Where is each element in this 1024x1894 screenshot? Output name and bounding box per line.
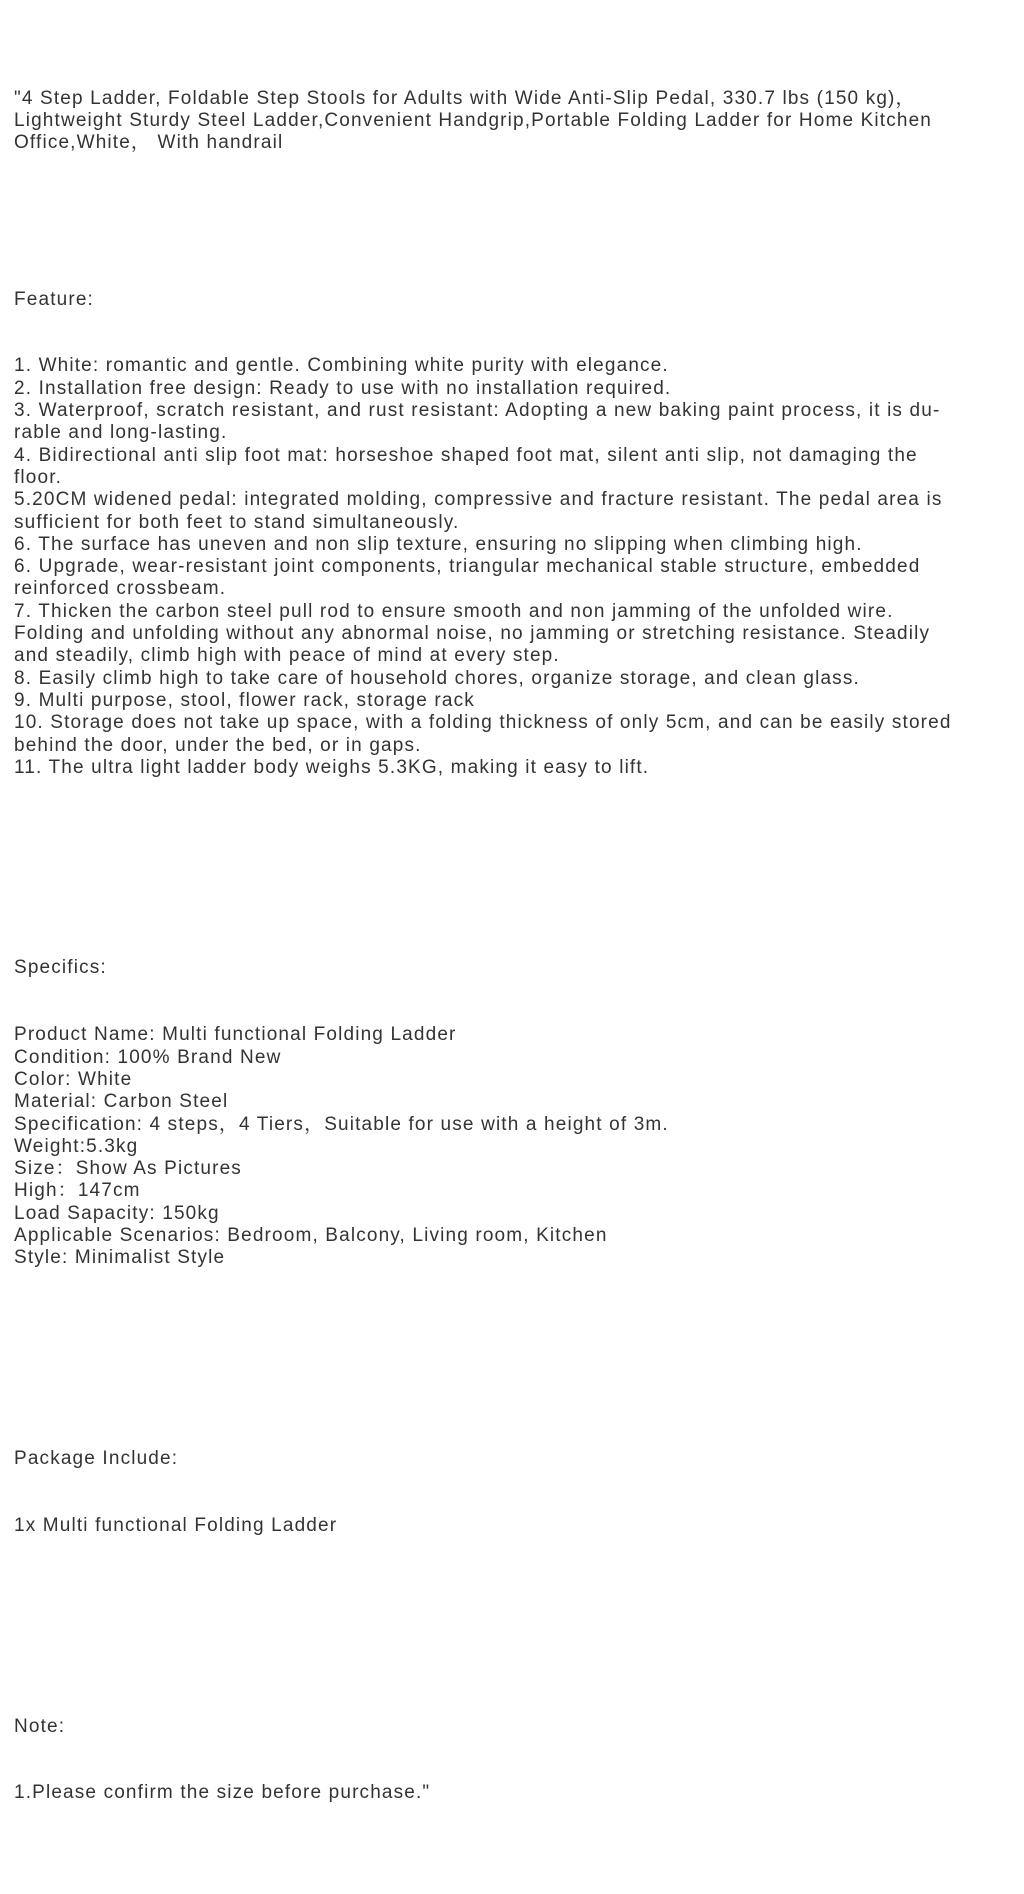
package-heading: Package Include:: [14, 1448, 179, 1469]
note-heading: Note:: [14, 1715, 66, 1737]
specifics-heading: Specifics:: [14, 957, 107, 979]
note-list: 1.Please confirm the size before purchase.": [14, 1782, 431, 1804]
feature-heading: Feature:: [14, 288, 94, 310]
package-section: [14, 1403, 1012, 1581]
note-section: [14, 1671, 1012, 1849]
specifics-section: [14, 913, 1012, 1314]
specifics-list: Product Name: Multi functional Folding Ladder Condition: 100% Brand New Color: White Material: Carbon Steel Specification: 4 steps，4 Tiers，Suitable for use with a height of 3m. Weight:5.3kg Size：Show As Pictures High：147cm Load Sapacity: 150kg Applicable Scenarios: Bedroom, Balcony, Living room, Kitchen Style: Minimalist Style: [14, 1024, 669, 1269]
feature-list: 1. White: romantic and gentle. Combining white purity with elegance. 2. Installation free design: Ready to use with no installation required. 3. Waterproof, scratch resistant, and rust resistant: Adopting a new baking paint process, it is du- rable and long-lasting. 4. Bidirectional anti slip foot mat: horseshoe shaped foot mat, silent anti slip, not damaging the floor. 5.20CM widened pedal: integrated molding, compressive and fracture resistant. The pedal area is sufficient for both feet to stand simultaneously. 6. The surface has uneven and non slip texture, ensuring no slipping when climbing high. 6. Upgrade, wear-resistant joint components, triangular mechanical stable structure, embedded reinforced crossbeam. 7. Thicken the carbon steel pull rod to ensure smooth and non jamming of the unfolded wire. Folding and unfolding without any abnormal noise, no jamming or stretching resistance. Steadily and steadily, climb high with peace of mind at every step. 8. Easily climb high to take care of household chores, organize storage, and clean glass. 9. Multi purpose, stool, flower rack, storage rack 10. Storage does not take up space, with a folding thickness of only 5cm, and can be easily stored behind the door, under the bed, or in gaps. 11. The ultra light ladder body weighs 5.3KG, making it easy to lift.: [14, 355, 952, 778]
package-list: 1x Multi functional Folding Ladder: [14, 1514, 338, 1536]
feature-section: [14, 244, 1012, 824]
product-title: "4 Step Ladder, Foldable Step Stools for Adults with Wide Anti-Slip Pedal, 330.7 lbs (150 kg)， Lightweight Sturdy Steel Ladder,Convenient Handgrip,Portable Folding Ladder for Home Kitchen Office,White， With handrail: [14, 87, 933, 154]
